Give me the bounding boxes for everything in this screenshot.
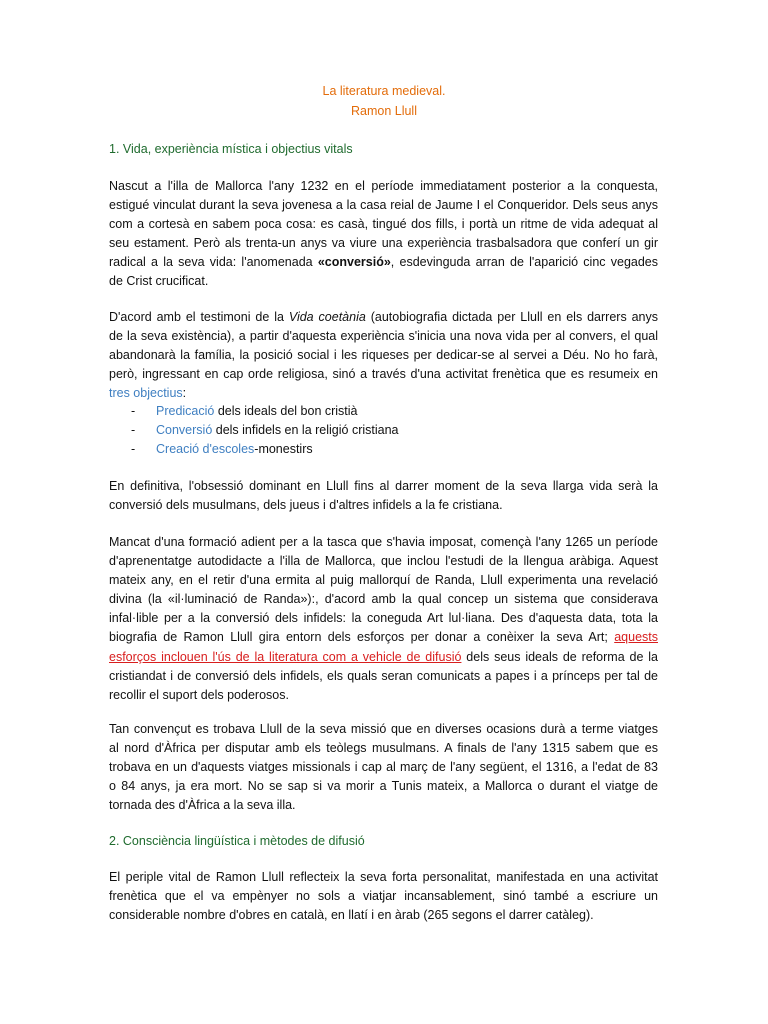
paragraph-works — [109, 868, 658, 925]
paragraph-obsession — [109, 477, 658, 515]
text-line: tres objectius: — [109, 386, 187, 401]
paragraph-formation — [109, 533, 658, 705]
list-item: - Predicació dels ideals del bon cristià — [131, 404, 358, 418]
text-line: Tan convençut es trobava Llull de la seva missió que en diverses ocasions durà a terme viatges — [109, 722, 658, 736]
text-line: mateix any, en el retir d'una ermita al puig mallorquí de Randa, Llull experimenta una revelació — [109, 573, 658, 588]
objectives-list — [131, 402, 399, 459]
text-line: Nascut a l'illa de Mallorca l'any 1232 en el període immediatament posterior a la conquesta, — [109, 179, 658, 193]
paragraph-travels — [109, 720, 658, 815]
text-line: considerable nombre d'obres en català, en llatí i en àrab (265 segons el darrer catàleg). — [109, 908, 594, 923]
document-subtitle: Ramon Llull — [350, 104, 417, 118]
text-line: seu estament. Però als trenta-un anys va viure una experiència trasbalsadora que conferí un gir — [109, 236, 658, 251]
text-line: conversió dels musulmans, dels jueus i d'altres infidels a la fe cristiana. — [109, 498, 503, 513]
text-line: radical a la seva vida: l'anomenada «conversió», esdevinguda arran de l'aparició cinc vegades — [109, 255, 658, 270]
text-line: esforços inclouen l'ús de la literatura com a vehicle de difusió dels seus ideals de reforma de la — [109, 649, 658, 664]
text-line: Mancat d'una formació adient per a la tasca que s'havia imposat, començà l'any 1265 un període — [109, 535, 658, 549]
paragraph-vida-coetania — [109, 308, 658, 403]
text-line: recollir el suport dels poderosos. — [109, 687, 289, 702]
text-line: D'acord amb el testimoni de la Vida coetània (autobiografia dictada per Llull en els darrers anys — [109, 310, 659, 324]
literature-diffusion-link[interactable]: aquests — [614, 630, 658, 645]
literature-diffusion-link-cont[interactable]: esforços inclouen l'ús de la literatura com a vehicle de difusió — [109, 649, 462, 664]
list-item: - Creació d'escoles-monestirs — [131, 442, 313, 457]
text-line: El periple vital de Ramon Llull reflecteix la seva forta personalitat, manifestada en una activitat — [109, 870, 658, 884]
document-title: La literatura medieval. — [322, 84, 446, 98]
text-line: però, ingressant en cap orde religiosa, sinó a través d'una activitat frenètica que es resumeix en — [109, 367, 658, 382]
section-2-heading: 2. Consciència lingüística i mètodes de difusió — [109, 834, 365, 848]
text-line: de la seva existència), a partir d'aquesta experiència s'inicia una nova vida per al convers, el qual — [109, 329, 658, 344]
text-line: abandonarà la família, la posició social i les riqueses per dedicar-se al servei a Déu. No ho farà, — [109, 348, 658, 363]
text-line: infal·lible per a la conversió dels infidels: la coneguda Art lul·liana. Des d'aquesta data, tota la — [109, 611, 658, 626]
text-line: o 84 anys, ja era mort. No se sap si va morir a Tunis mateix, a Mallorca o durant el viatge de — [109, 779, 658, 794]
text-line: tornada des d'Àfrica a la seva illa. — [109, 798, 296, 813]
list-item: - Conversió dels infidels en la religió cristiana — [131, 423, 399, 438]
objective-key: Creació d'escoles — [156, 442, 255, 457]
text-line: estigué vinculat durant la seva jovenesa a la casa reial de Jaume I el Conqueridor. Dels seus anys — [109, 198, 658, 213]
objective-key: Predicació — [156, 404, 215, 418]
text-line: com a cortesà en sabem poca cosa: es casà, tingué dos fills, i portà un ritme de vida adequat al — [109, 217, 658, 232]
section-1-heading: 1. Vida, experiència mística i objectius vitals — [109, 142, 353, 156]
text-line: En definitiva, l'obsessió dominant en Llull fins al darrer moment de la seva llarga vida serà la — [109, 479, 658, 493]
vida-coetania-title: Vida coetània — [288, 310, 366, 324]
conversio-term: «conversió» — [317, 255, 391, 270]
tres-objectius-term: tres objectius — [109, 386, 183, 401]
text-line: cristiandat i de conversió dels infidels, els quals seran comunicats a papes i a prínceps per tal de — [109, 668, 658, 683]
text-line: biografia de Ramon Llull gira entorn dels esforços per donar a conèixer la seva Art; aquests — [109, 630, 658, 645]
text-line: frenètica que el va empènyer no sols a viatjar incansablement, sinó també a escriure un — [109, 889, 658, 904]
text-line: trobava en un d'aquests viatges missionals i cap al març de l'any següent, el 1316, a l'edat de 83 — [109, 760, 658, 775]
text-line: divina (la «il·luminació de Randa»):, d'acord amb la qual concep un sistema que considerava — [109, 592, 658, 607]
paragraph-biography — [109, 177, 658, 292]
text-line: de Crist crucificat. — [109, 274, 209, 289]
text-line: d'aprenentatge autodidacte a l'illa de Mallorca, que inclou l'estudi de la llengua aràbiga. Aquest — [109, 554, 658, 569]
text-line: al nord d'Àfrica per disputar amb els teòlegs musulmans. A finals de l'any 1315 sabem que es — [109, 741, 658, 756]
objective-key: Conversió — [156, 423, 213, 438]
